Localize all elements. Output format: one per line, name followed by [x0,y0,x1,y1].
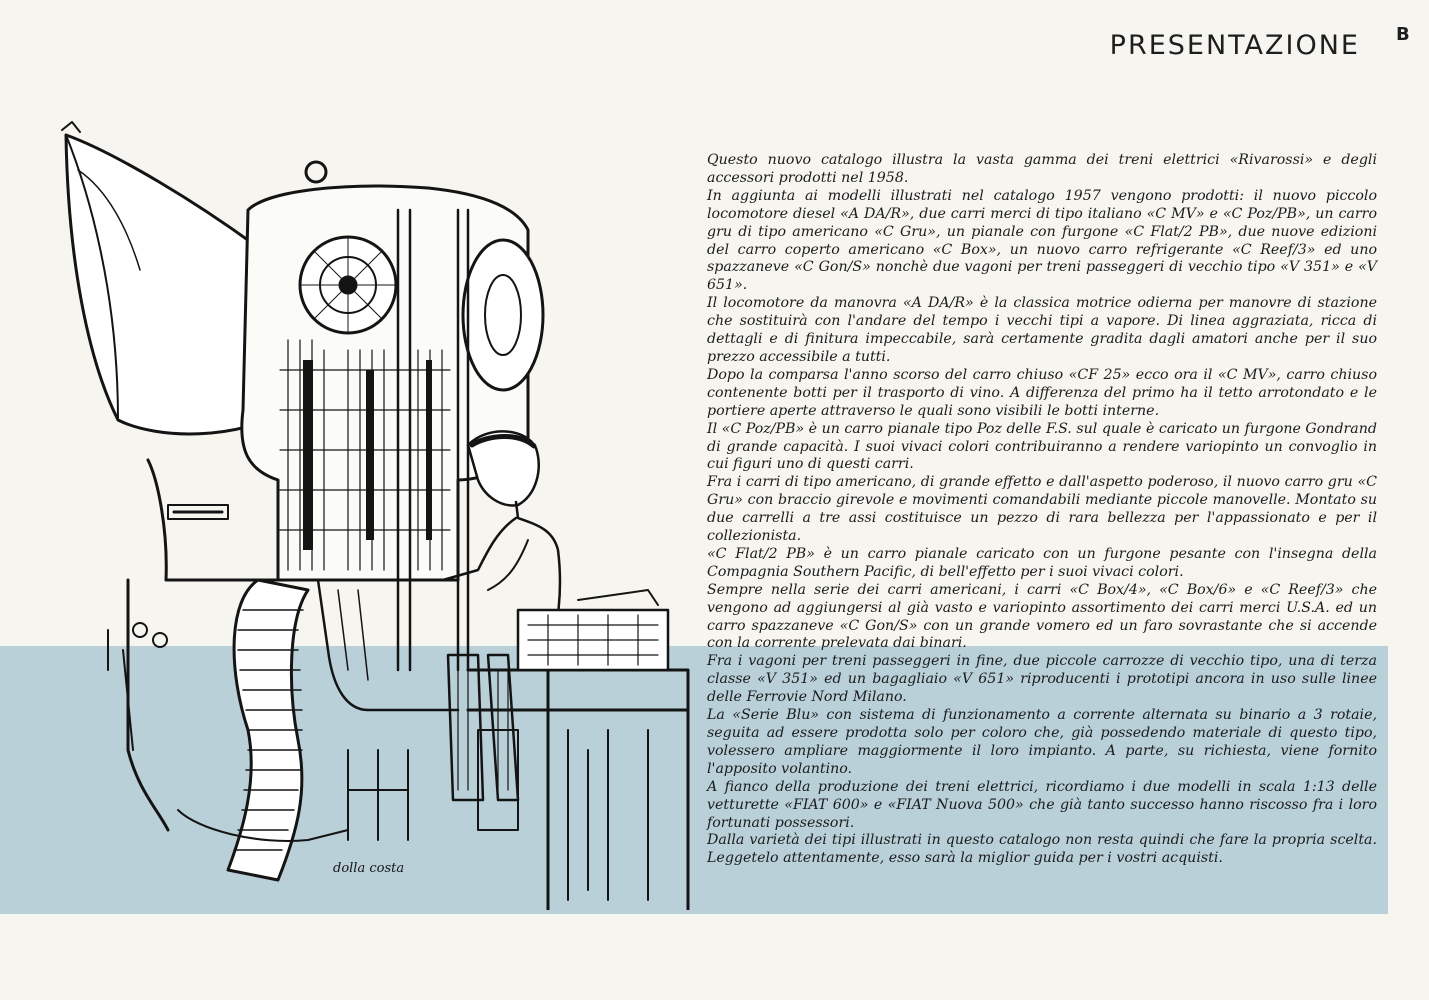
paragraph: Dopo la comparsa l'anno scorso del carro chiuso «CF 25» ecco ora il «C MV», carro chiuso contenente botti per il trasporto di vino. A differenza del primo ha il tetto arrotondato e le portiere aperte attraverso le quali sono visibili le botti interne. [707,366,1377,419]
lifting-eye [306,162,326,182]
worker-leg [488,655,518,800]
page-title: PRESENTAZIONE [1109,30,1360,61]
paragraph: In aggiunta ai modelli illustrati nel catalogo 1957 vengono prodotti: il nuovo piccolo locomotore diesel «A DA/R», due carri merci di tipo italiano «C MV» e «C Poz/PB», un carro gru di tipo americano «C Gru», un pianale con furgone «C Flat/2 PB», due nuove edizioni del carro coperto americano «C Box», un nuovo carro refrigerante «C Reef/3» ed uno spazzaneve «C Gon/S» nonchè due vagoni per treni passeggeri di vecchio tipo «V 351» e «V 651». [707,187,1377,294]
paragraph: La «Serie Blu» con sistema di funzionamento a corrente alternata su binario a 3 rotaie, seguita ad essere prodotta solo per coloro che, già possedendo materiale di questo tipo, volessero ampliare maggiormente il loro impianto. A parte, su richiesta, viene fornito l'apposito volantino. [707,707,1377,777]
paragraph: Il locomotore da manovra «A DA/R» è la classica motrice odierna per manovre di stazione che sostituirà con l'andare del tempo i vecchi tipi a vapore. Di linea aggraziata, ricca di dettagli e di finitura impeccabile, sarà certamente gradita dagli amatori anche per il suo prezzo accessibile a tutti. [707,295,1377,365]
artist-signature: dolla costa [333,861,405,876]
paragraph: Fra i vagoni per treni passeggeri in fine, due piccole carrozze di vecchio tipo, una di terza classe «V 351» ed un bagagliaio «V 651» riproducenti i prototipi ancora in uso sulle linee delle Ferrovie Nord Milano. [707,653,1377,706]
workbench [468,670,688,910]
paragraph: «C Flat/2 PB» è un carro pianale caricato con un furgone pesante con l'insegna della Compagnia Southern Pacific, di bell'effetto per i suoi vivaci colori. [707,545,1377,580]
press-machine-illustration [48,110,708,910]
paragraph: A fianco della produzione dei treni elettrici, ricordiamo i due modelli in scala 1:13 delle vetturette «FIAT 600» e «FIAT Nuova 500» che già tanto successo hanno riscosso fra i loro fortunati possessori. [707,778,1377,831]
paragraph: Dalla varietà dei tipi illustrati in questo catalogo non resta quindi che fare la propria scelta. Leggetelo attentamente, esso sarà la miglior guida per i vostri acquisti. [707,832,1377,867]
paragraph: Questo nuovo catalogo illustra la vasta gamma dei treni elettrici «Rivarossi» e degli accessori prodotti nel 1958. [707,152,1377,186]
paragraph: Il «C Poz/PB» è un carro pianale tipo Poz delle F.S. sul quale è caricato un furgone Gondrand di grande capacità. I suoi vivaci colori contribuiranno a rendere variopinto un convoglio in cui figuri uno di questi carri. [707,420,1377,473]
page-letter: B [1396,24,1410,45]
pulley-wheel [463,240,543,390]
presentation-text [707,152,1377,868]
paragraph: Fra i carri di tipo americano, di grande effetto e dall'aspetto poderoso, il nuovo carro gru «C Gru» con braccio girevole e movimenti comandabili mediante piccole manovelle. Montato su due carrelli a tre assi costituisce un pezzo di rara bellezza per l'appassionato e per il collezionista. [707,474,1377,545]
paragraph: Sempre nella serie dei carri americani, i carri «C Box/4», «C Box/6» e «C Reef/3» che vengono ad aggiungersi al già vasto e variopinto assortimento dei carri merci U.S.A. ed un carro spazzaneve «C Gon/S» con un grande vomero ed un faro sovrastante che si accende con la corrente prelevata dai binari. [707,581,1377,652]
